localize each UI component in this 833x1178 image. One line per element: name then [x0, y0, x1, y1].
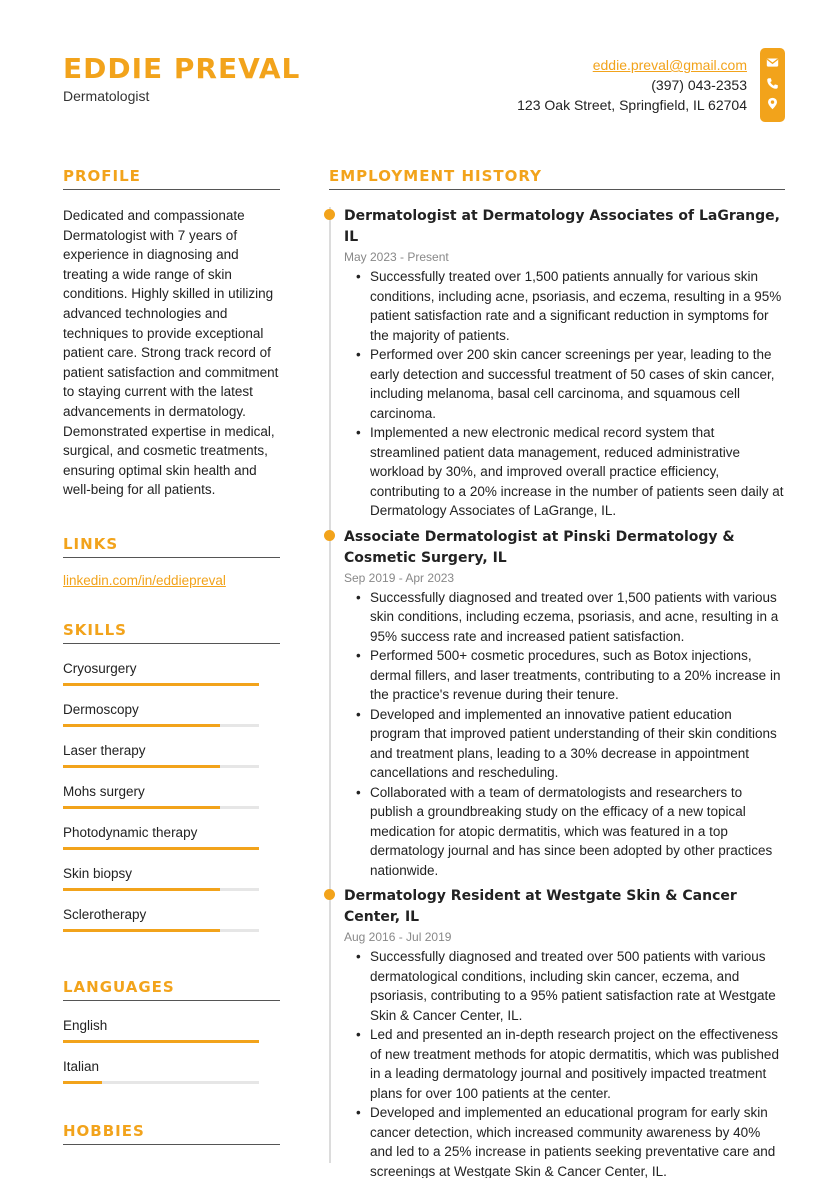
- phone-number: (397) 043-2353: [651, 77, 747, 93]
- skill-item: [63, 660, 280, 686]
- timeline-dot: [324, 530, 335, 541]
- linkedin-link[interactable]: linkedin.com/in/eddiepreval: [63, 572, 226, 588]
- level-bar-fill: [63, 765, 220, 768]
- skill-item: [63, 906, 280, 932]
- right-column: [329, 167, 785, 1178]
- skill-name: Cryosurgery: [63, 660, 137, 676]
- job-date: Aug 2016 - Jul 2019: [344, 930, 452, 944]
- skill-item: [63, 865, 280, 891]
- contact-block: [517, 55, 747, 115]
- skill-name: Skin biopsy: [63, 865, 133, 881]
- address: 123 Oak Street, Springfield, IL 62704: [517, 97, 747, 113]
- job-bullets: [344, 947, 785, 1178]
- job-bullet: • Successfully diagnosed and treated over 500 patients with various dermatological conditions, including skin cancer, eczema, and psoriasis, contributing to a 95% patient satisfaction rate at Westgate Skin & Cancer Center, IL.: [370, 947, 785, 1025]
- level-bar-track: [63, 683, 259, 686]
- level-bar-fill: [63, 929, 220, 932]
- skill-name: Sclerotherapy: [63, 906, 147, 922]
- skills-section: [63, 621, 280, 932]
- level-bar-fill: [63, 1081, 102, 1084]
- language-item: [63, 1058, 280, 1084]
- level-bar-fill: [63, 806, 220, 809]
- language-name: English: [63, 1017, 108, 1033]
- hobbies-section: [63, 1122, 280, 1145]
- language-item: [63, 1017, 280, 1043]
- job-bullet: • Developed and implemented an innovative patient education program that improved patient understanding of their skin conditions and treatment plans, leading to a 30% decrease in appointment cancellations and rescheduling.: [370, 705, 785, 783]
- level-bar-fill: [63, 683, 259, 686]
- job-date: May 2023 - Present: [344, 250, 449, 264]
- job-bullet: • Successfully diagnosed and treated over 1,500 patients with various skin conditions, including eczema, psoriasis, and acne, resulting in a 95% success rate and increased patient satisfaction.: [370, 588, 785, 647]
- links-heading: LINKS: [63, 535, 280, 558]
- job-bullet: • Successfully treated over 1,500 patients annually for various skin conditions, including acne, psoriasis, and eczema, resulting in a 95% patient satisfaction rate and a significant reduction in symptoms for the majority of patients.: [370, 267, 785, 345]
- skill-name: Photodynamic therapy: [63, 824, 198, 840]
- job-entry: [329, 886, 785, 1178]
- languages-heading: LANGUAGES: [63, 978, 280, 1001]
- profile-section: [63, 167, 280, 500]
- timeline-dot: [324, 209, 335, 220]
- links-section: [63, 535, 280, 588]
- job-entry: [329, 527, 785, 881]
- job-bullet: • Performed 500+ cosmetic procedures, such as Botox injections, dermal fillers, and laser treatments, contributing to a 20% increase in the practice's revenue during their tenure.: [370, 646, 785, 705]
- level-bar-track: [63, 806, 259, 809]
- skill-item: [63, 742, 280, 768]
- job-bullet: • Developed and implemented an educational program for early skin cancer detection, which increased community awareness by 40% and led to a 25% increase in patients seeking preventative care and screenings at Westgate Skin & Cancer Center, IL.: [370, 1103, 785, 1178]
- job-title: Associate Dermatologist at Pinski Dermatology & Cosmetic Surgery, IL: [344, 528, 735, 566]
- job-bullets: [344, 588, 785, 881]
- job-bullet: • Performed over 200 skin cancer screenings per year, leading to the early detection and successful treatment of 50 cases of skin cancer, including melanoma, basal cell carcinoma, and squamous cell carcinoma.: [370, 345, 785, 423]
- email-link[interactable]: eddie.preval@gmail.com: [592, 57, 747, 73]
- jobs-list: [329, 206, 785, 1178]
- hobbies-heading: HOBBIES: [63, 1122, 280, 1145]
- profile-heading: PROFILE: [63, 167, 280, 190]
- languages-list: [63, 1017, 280, 1084]
- map-pin-icon: [766, 97, 779, 110]
- level-bar-track: [63, 765, 259, 768]
- level-bar-fill: [63, 1040, 259, 1043]
- level-bar-fill: [63, 888, 220, 891]
- skill-name: Mohs surgery: [63, 783, 145, 799]
- timeline-dot: [324, 889, 335, 900]
- profile-text: Dedicated and compassionate Dermatologist with 7 years of experience in diagnosing and treating a wide range of skin conditions. Highly skilled in utilizing advanced technologies and techniques to provide exceptional patient care. Strong track record of patient satisfaction and commitment to staying current with the latest advancements in dermatology. Demonstrated expertise in medical, surgical, and cosmetic treatments, ensuring optimal skin health and well-being for all patients.: [63, 208, 279, 498]
- job-bullet: • Collaborated with a team of dermatologists and researchers to publish a groundbreaking study on the efficacy of a new topical medication for atopic dermatitis, which was featured in a top dermatology journal and has since been adopted by other practices nationwide.: [370, 783, 785, 881]
- left-column: [63, 167, 280, 1145]
- phone-icon: [766, 77, 779, 90]
- skill-name: Laser therapy: [63, 742, 146, 758]
- languages-section: [63, 978, 280, 1084]
- skills-list: [63, 660, 280, 932]
- candidate-title: Dermatologist: [63, 88, 150, 104]
- skill-name: Dermoscopy: [63, 701, 139, 717]
- skill-item: [63, 783, 280, 809]
- level-bar-track: [63, 929, 259, 932]
- level-bar-track: [63, 1081, 259, 1084]
- level-bar-track: [63, 724, 259, 727]
- level-bar-track: [63, 1040, 259, 1043]
- level-bar-track: [63, 888, 259, 891]
- candidate-name: EDDIE PREVAL: [63, 52, 301, 85]
- employment-heading: EMPLOYMENT HISTORY: [329, 167, 785, 190]
- skill-item: [63, 824, 280, 850]
- level-bar-fill: [63, 724, 220, 727]
- job-date: Sep 2019 - Apr 2023: [344, 570, 455, 585]
- job-title: Dermatology Resident at Westgate Skin & Cancer Center, IL: [344, 888, 737, 925]
- envelope-icon: [766, 56, 779, 69]
- job-entry: [329, 206, 785, 521]
- skill-item: [63, 701, 280, 727]
- job-bullets: [344, 267, 785, 521]
- job-title: Dermatologist at Dermatology Associates of LaGrange, IL: [344, 208, 780, 245]
- language-name: Italian: [63, 1058, 100, 1074]
- job-bullet: • Led and presented an in-depth research project on the effectiveness of new treatment methods for atopic dermatitis, which was published in a leading dermatology journal and positively impacted treatment plans for over 100 patients at the center.: [370, 1025, 785, 1103]
- level-bar-fill: [63, 847, 259, 850]
- level-bar-track: [63, 847, 259, 850]
- contact-icon-bar: [760, 48, 785, 122]
- skills-heading: SKILLS: [63, 621, 280, 644]
- job-bullet: • Implemented a new electronic medical record system that streamlined patient data management, reduced administrative workload by 30%, and improved overall practice efficiency, contributing to a 20% increase in the number of patients seen daily at Dermatology Associates of LaGrange, IL.: [370, 423, 785, 521]
